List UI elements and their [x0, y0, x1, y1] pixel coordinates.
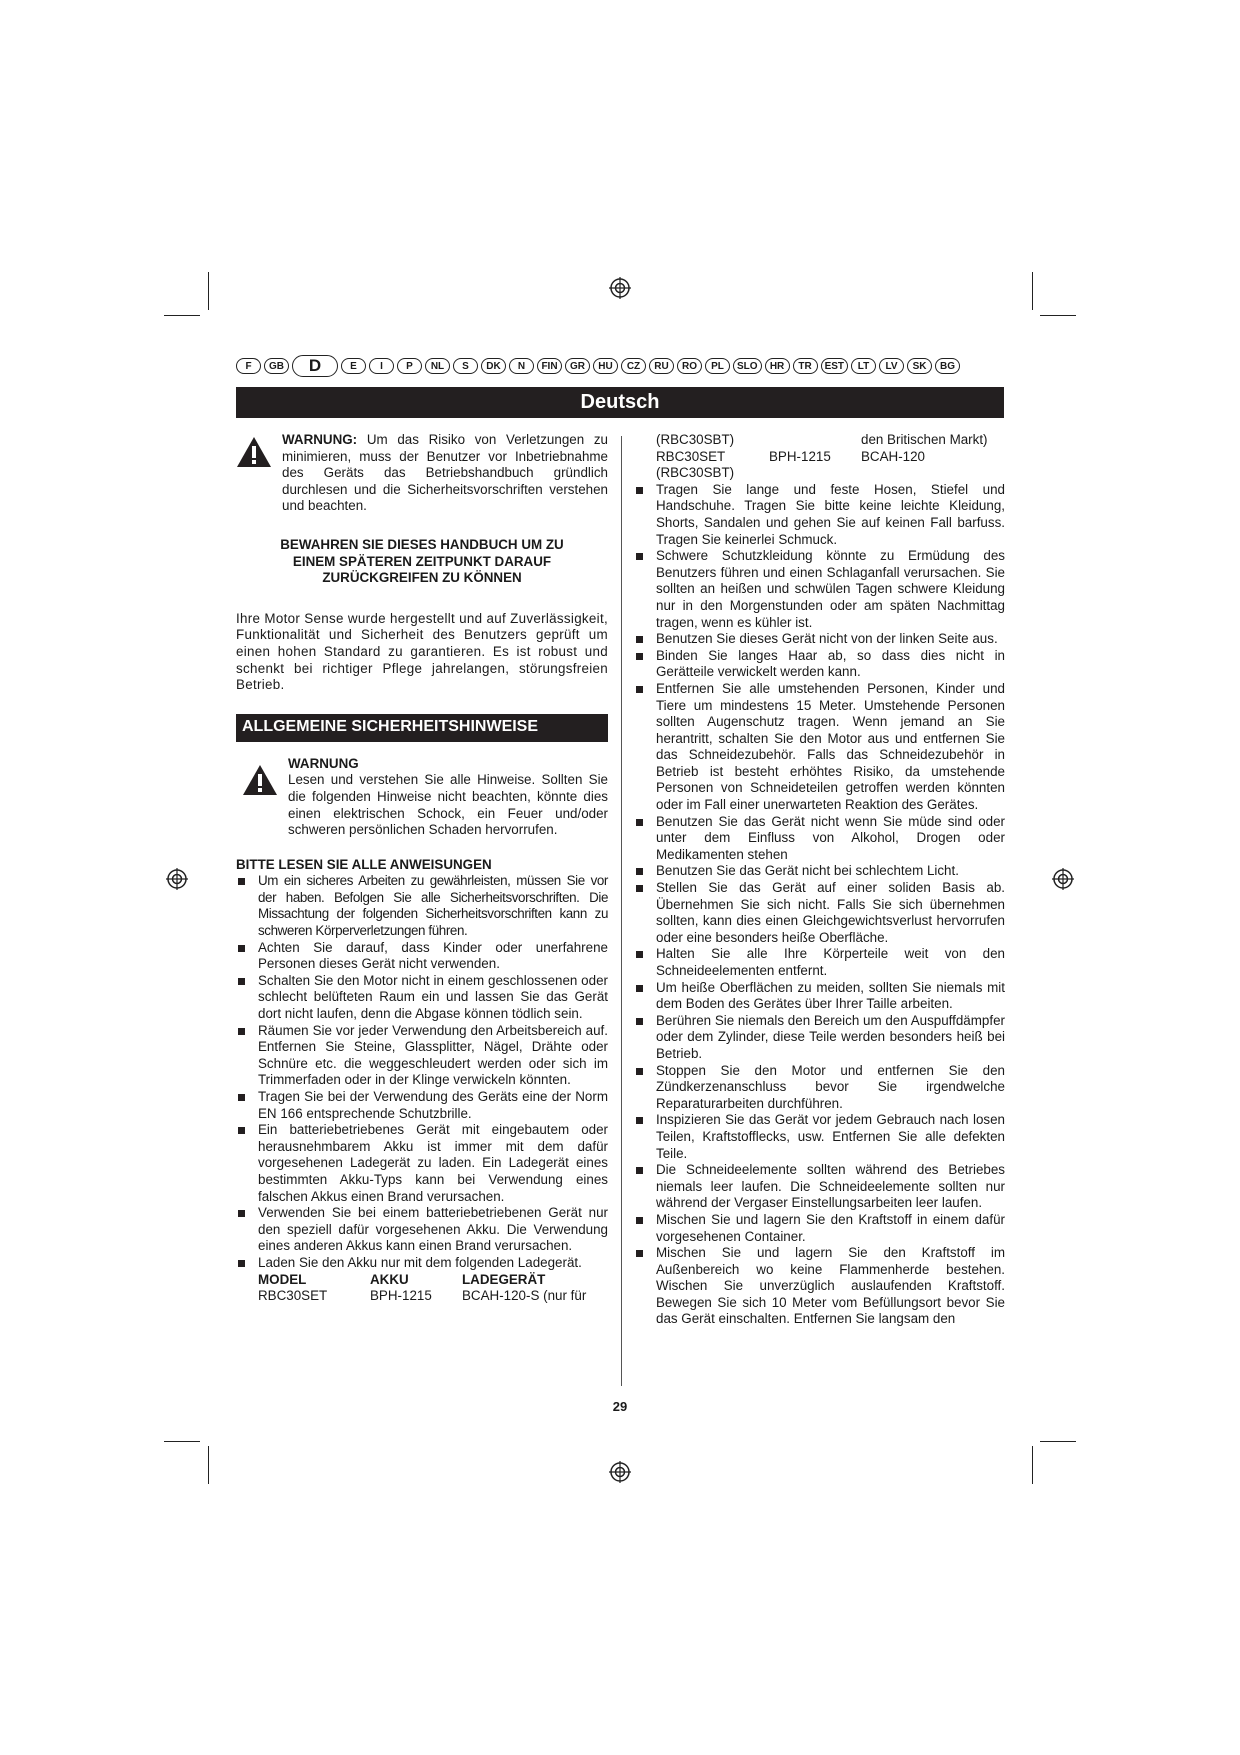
table-cell: [861, 465, 988, 482]
list-item: Halten Sie alle Ihre Körperteile weit von den Schneideelementen entfernt.: [634, 946, 1005, 979]
crop-mark: [208, 1446, 209, 1484]
table-cell: BCAH-120-S (nur für: [462, 1288, 587, 1304]
warning-box: [236, 432, 608, 515]
list-item: Um heiße Oberflächen zu meiden, sollten Sie niemals mit dem Boden des Gerätes über Ihrer Taille arbeiten.: [634, 980, 1005, 1013]
list-item: Tragen Sie lange und feste Hosen, Stiefel und Handschuhe. Tragen Sie bitte keine leichte Kleidung, Shorts, Sandalen und gehen Sie auf keinen Fall barfuss. Tragen Sie keinerlei Schmuck.: [634, 482, 1005, 548]
list-item: Achten Sie darauf, dass Kinder oder unerfahrene Personen dieses Gerät nicht verwenden.: [236, 940, 608, 973]
list-item: Verwenden Sie bei einem batteriebetriebenen Gerät nur den speziell dafür vorgesehenen Akku. Die Verwendung eines anderen Akkus kann einen Brand verursachen.: [236, 1205, 608, 1255]
left-column: [236, 432, 608, 1305]
warning-text: [282, 432, 608, 515]
table-cell: (RBC30SBT): [656, 432, 735, 447]
table-cell: BCAH-120: [861, 448, 926, 464]
language-tab-slo: SLO: [733, 358, 762, 374]
crop-mark: [1032, 272, 1033, 310]
table-cell: den Britischen Markt): [861, 432, 988, 447]
list-item: Mischen Sie und lagern Sie den Kraftstoff in einem dafür vorgesehenen Container.: [634, 1212, 1005, 1245]
right-column: [634, 432, 1005, 1328]
section-heading: ALLGEMEINE SICHERHEITSHINWEISE: [236, 714, 608, 742]
crop-mark: [1032, 1446, 1033, 1484]
table-cell: [769, 432, 861, 449]
list-item: Laden Sie den Akku nur mit dem folgenden Ladegerät.: [236, 1255, 608, 1272]
table-cell: [769, 465, 861, 482]
list-item: Inspizieren Sie das Gerät vor jedem Gebrauch nach losen Teilen, Kraftstofflecks, usw. Entfernen Sie alle defekten Teile.: [634, 1112, 1005, 1162]
list-item: Ein batteriebetriebenes Gerät mit eingebautem oder herausnehmbarem Akku ist immer mit dem dafür vorgesehenen Ladegerät zu laden. Ein Ladegerät eines bestimmten Akku-Typs kann bei Verwendung eines falschen Akkus einen Brand verursachen.: [236, 1122, 608, 1205]
table-header: AKKU: [370, 1271, 409, 1287]
language-tab-pl: PL: [705, 358, 730, 374]
page-number: 29: [612, 1399, 628, 1414]
language-tab-sk: SK: [907, 358, 932, 374]
list-item: Entfernen Sie alle umstehenden Personen, Kinder und Tiere um mindestens 15 Meter. Umstehende Personen sollten Augenschutz tragen. Wenn jemand an Sie herantritt, schalten Sie den Motor aus und entfernen Sie das Schneidezubehör. Falls das Schneidezubehör in Betrieb ist besteht erhöhtes Risiko, da umstehende Personen von Schneideteilen getroffen werden könnten oder im Fall einer unerwarteten Reaktion des Gerätes.: [634, 681, 1005, 814]
language-tab-bg: BG: [935, 358, 960, 374]
table-cell: BPH-1215: [769, 448, 831, 464]
registration-mark-icon: [166, 868, 188, 890]
warning-box-2: [236, 756, 608, 839]
language-tab-nl: NL: [425, 358, 450, 374]
language-tab-dk: DK: [481, 358, 506, 374]
language-tab-ru: RU: [649, 358, 674, 374]
language-tab-p: P: [397, 358, 422, 374]
crop-mark: [164, 1441, 200, 1442]
intro-paragraph: Ihre Motor Sense wurde hergestellt und auf Zuverlässigkeit, Funktionalität und Sicherheit des Benutzers geprüft um einen hohen Standard zu garantieren. Es ist robust und schenkt bei richtiger Pflege jahrelangen, störungsfreien Betrieb.: [236, 610, 608, 693]
table-cell: BPH-1215: [370, 1288, 432, 1304]
language-tab-s: S: [453, 358, 478, 374]
language-tab-est: EST: [821, 358, 848, 374]
table-header: MODEL: [258, 1271, 307, 1287]
language-tab-gb: GB: [264, 358, 289, 374]
left-bullet-list: [236, 873, 608, 1271]
registration-mark-icon: [1052, 868, 1074, 890]
language-bar: [236, 355, 1004, 377]
list-item: Benutzen Sie das Gerät nicht bei schlechtem Licht.: [634, 863, 1005, 880]
warning2-label: WARNUNG: [288, 755, 359, 771]
language-tab-f: F: [236, 358, 261, 374]
list-item: Schwere Schutzkleidung könnte zu Ermüdung des Benutzers führen und einen Schlaganfall verursachen. Sie sollten an heißen und schwülen Tagen schwere Kleidung nur in den Morgenstunden oder am späten Nachmittag tragen, wenn es kühler ist.: [634, 548, 1005, 631]
list-item: Stellen Sie das Gerät auf einer soliden Basis ab. Übernehmen Sie sich nicht. Falls Sie sich übernehmen sollten, kann dies einen Gleichgewichtsverlust hervorrufen oder eine besonders heiße Oberfläche.: [634, 880, 1005, 946]
warning2-body: Lesen und verstehen Sie alle Hinweise. Sollten Sie die folgenden Hinweise nicht beachten, könnte dies einen elektrischen Schock, ein Feuer und/oder schweren persönlichen Schaden hervorrufen.: [288, 772, 608, 838]
list-item: Um ein sicheres Arbeiten zu gewährleisten, müssen Sie vor der haben. Befolgen Sie alle Sicherheitsvorschriften. Die Missachtung der folgenden Sicherheitsvorschriften kann zu schweren Körperverletzungen führen.: [236, 873, 608, 939]
table-cell: RBC30SET: [656, 448, 726, 464]
table-cell: RBC30SET: [258, 1288, 328, 1304]
right-bullet-list: [634, 482, 1005, 1328]
warning-body: Um das Risiko von Verletzungen zu minimieren, muss der Benutzer vor Inbetriebnahme des Geräts das Betriebshandbuch gründlich durchlesen und die Sicherheitsvorschriften verstehen und beachten.: [282, 432, 608, 514]
language-tab-e: E: [341, 358, 366, 374]
warning-icon: [242, 764, 278, 796]
language-tab-lv: LV: [879, 358, 904, 374]
language-tab-cz: CZ: [621, 358, 646, 374]
crop-mark: [1040, 315, 1076, 316]
language-tab-gr: GR: [565, 358, 590, 374]
language-tab-i: I: [369, 358, 394, 374]
list-item: Berühren Sie niemals den Bereich um den Auspuffdämpfer oder dem Zylinder, diese Teile werden besonders heiß bei Betrieb.: [634, 1013, 1005, 1063]
keep-notice: BEWAHREN SIE DIESES HANDBUCH UM ZU EINEM SPÄTEREN ZEITPUNKT DARAUF ZURÜCKGREIFEN ZU KÖNNEN: [280, 536, 564, 586]
list-item: Schalten Sie den Motor nicht in einem geschlossenen oder schlecht belüfteten Raum ein und lassen Sie das Gerät dort nicht laufen, denn die Abgase können tödlich sein.: [236, 973, 608, 1023]
registration-mark-icon: [609, 277, 631, 299]
warning-label: WARNUNG:: [282, 432, 358, 447]
list-item: Mischen Sie und lagern Sie den Kraftstoff im Außenbereich wo keine Flammenherde bestehen. Wischen Sie unverzüglich auslaufenden Kraftstoff. Bewegen Sie sich 10 Meter vom Befüllungsort bevor Sie das Gerät einschalten. Entfernen Sie langsam den: [634, 1245, 1005, 1328]
language-tab-d: D: [292, 355, 338, 377]
list-item: Räumen Sie vor jeder Verwendung den Arbeitsbereich auf. Entfernen Sie Steine, Glassplitter, Nägel, Drähte oder Schnüre etc. die weggeschleudert werden oder sich im Trimmerfaden oder in der Klinge verwickeln könnten.: [236, 1023, 608, 1089]
language-tab-hu: HU: [593, 358, 618, 374]
crop-mark: [1040, 1441, 1076, 1442]
language-title: Deutsch: [236, 387, 1004, 418]
list-item: Die Schneideelemente sollten während des Betriebes niemals leer laufen. Die Schneideelemente sollten nur während der Vergaser Einstellungsarbeiten leer laufen.: [634, 1162, 1005, 1212]
list-item: Benutzen Sie dieses Gerät nicht von der linken Seite aus.: [634, 631, 1005, 648]
charger-table-continued: [656, 432, 988, 482]
column-divider: [621, 436, 622, 1386]
table-header: LADEGERÄT: [462, 1271, 546, 1287]
warning2-text: [288, 756, 608, 839]
list-item: Stoppen Sie den Motor und entfernen Sie den Zündkerzenanschluss bevor Sie irgendwelche Reparaturarbeiten durchführen.: [634, 1063, 1005, 1113]
language-tab-tr: TR: [793, 358, 818, 374]
language-tab-hr: HR: [765, 358, 790, 374]
crop-mark: [208, 272, 209, 310]
language-tab-n: N: [509, 358, 534, 374]
language-tab-fin: FIN: [537, 358, 562, 374]
table-cell: (RBC30SBT): [656, 465, 735, 481]
list-item: Tragen Sie bei der Verwendung des Geräts eine der Norm EN 166 entsprechende Schutzbrille.: [236, 1089, 608, 1122]
charger-table: [258, 1272, 586, 1305]
list-item: Benutzen Sie das Gerät nicht wenn Sie müde sind oder unter dem Einfluss von Alkohol, Drogen oder Medikamenten stehen: [634, 814, 1005, 864]
language-tab-lt: LT: [851, 358, 876, 374]
language-tab-ro: RO: [677, 358, 702, 374]
crop-mark: [164, 315, 200, 316]
list-item: Binden Sie langes Haar ab, so dass dies nicht in Gerätteile verwickelt werden kann.: [634, 648, 1005, 681]
warning-icon: [236, 436, 272, 468]
registration-mark-icon: [609, 1461, 631, 1483]
read-all-heading: BITTE LESEN SIE ALLE ANWEISUNGEN: [236, 856, 492, 872]
